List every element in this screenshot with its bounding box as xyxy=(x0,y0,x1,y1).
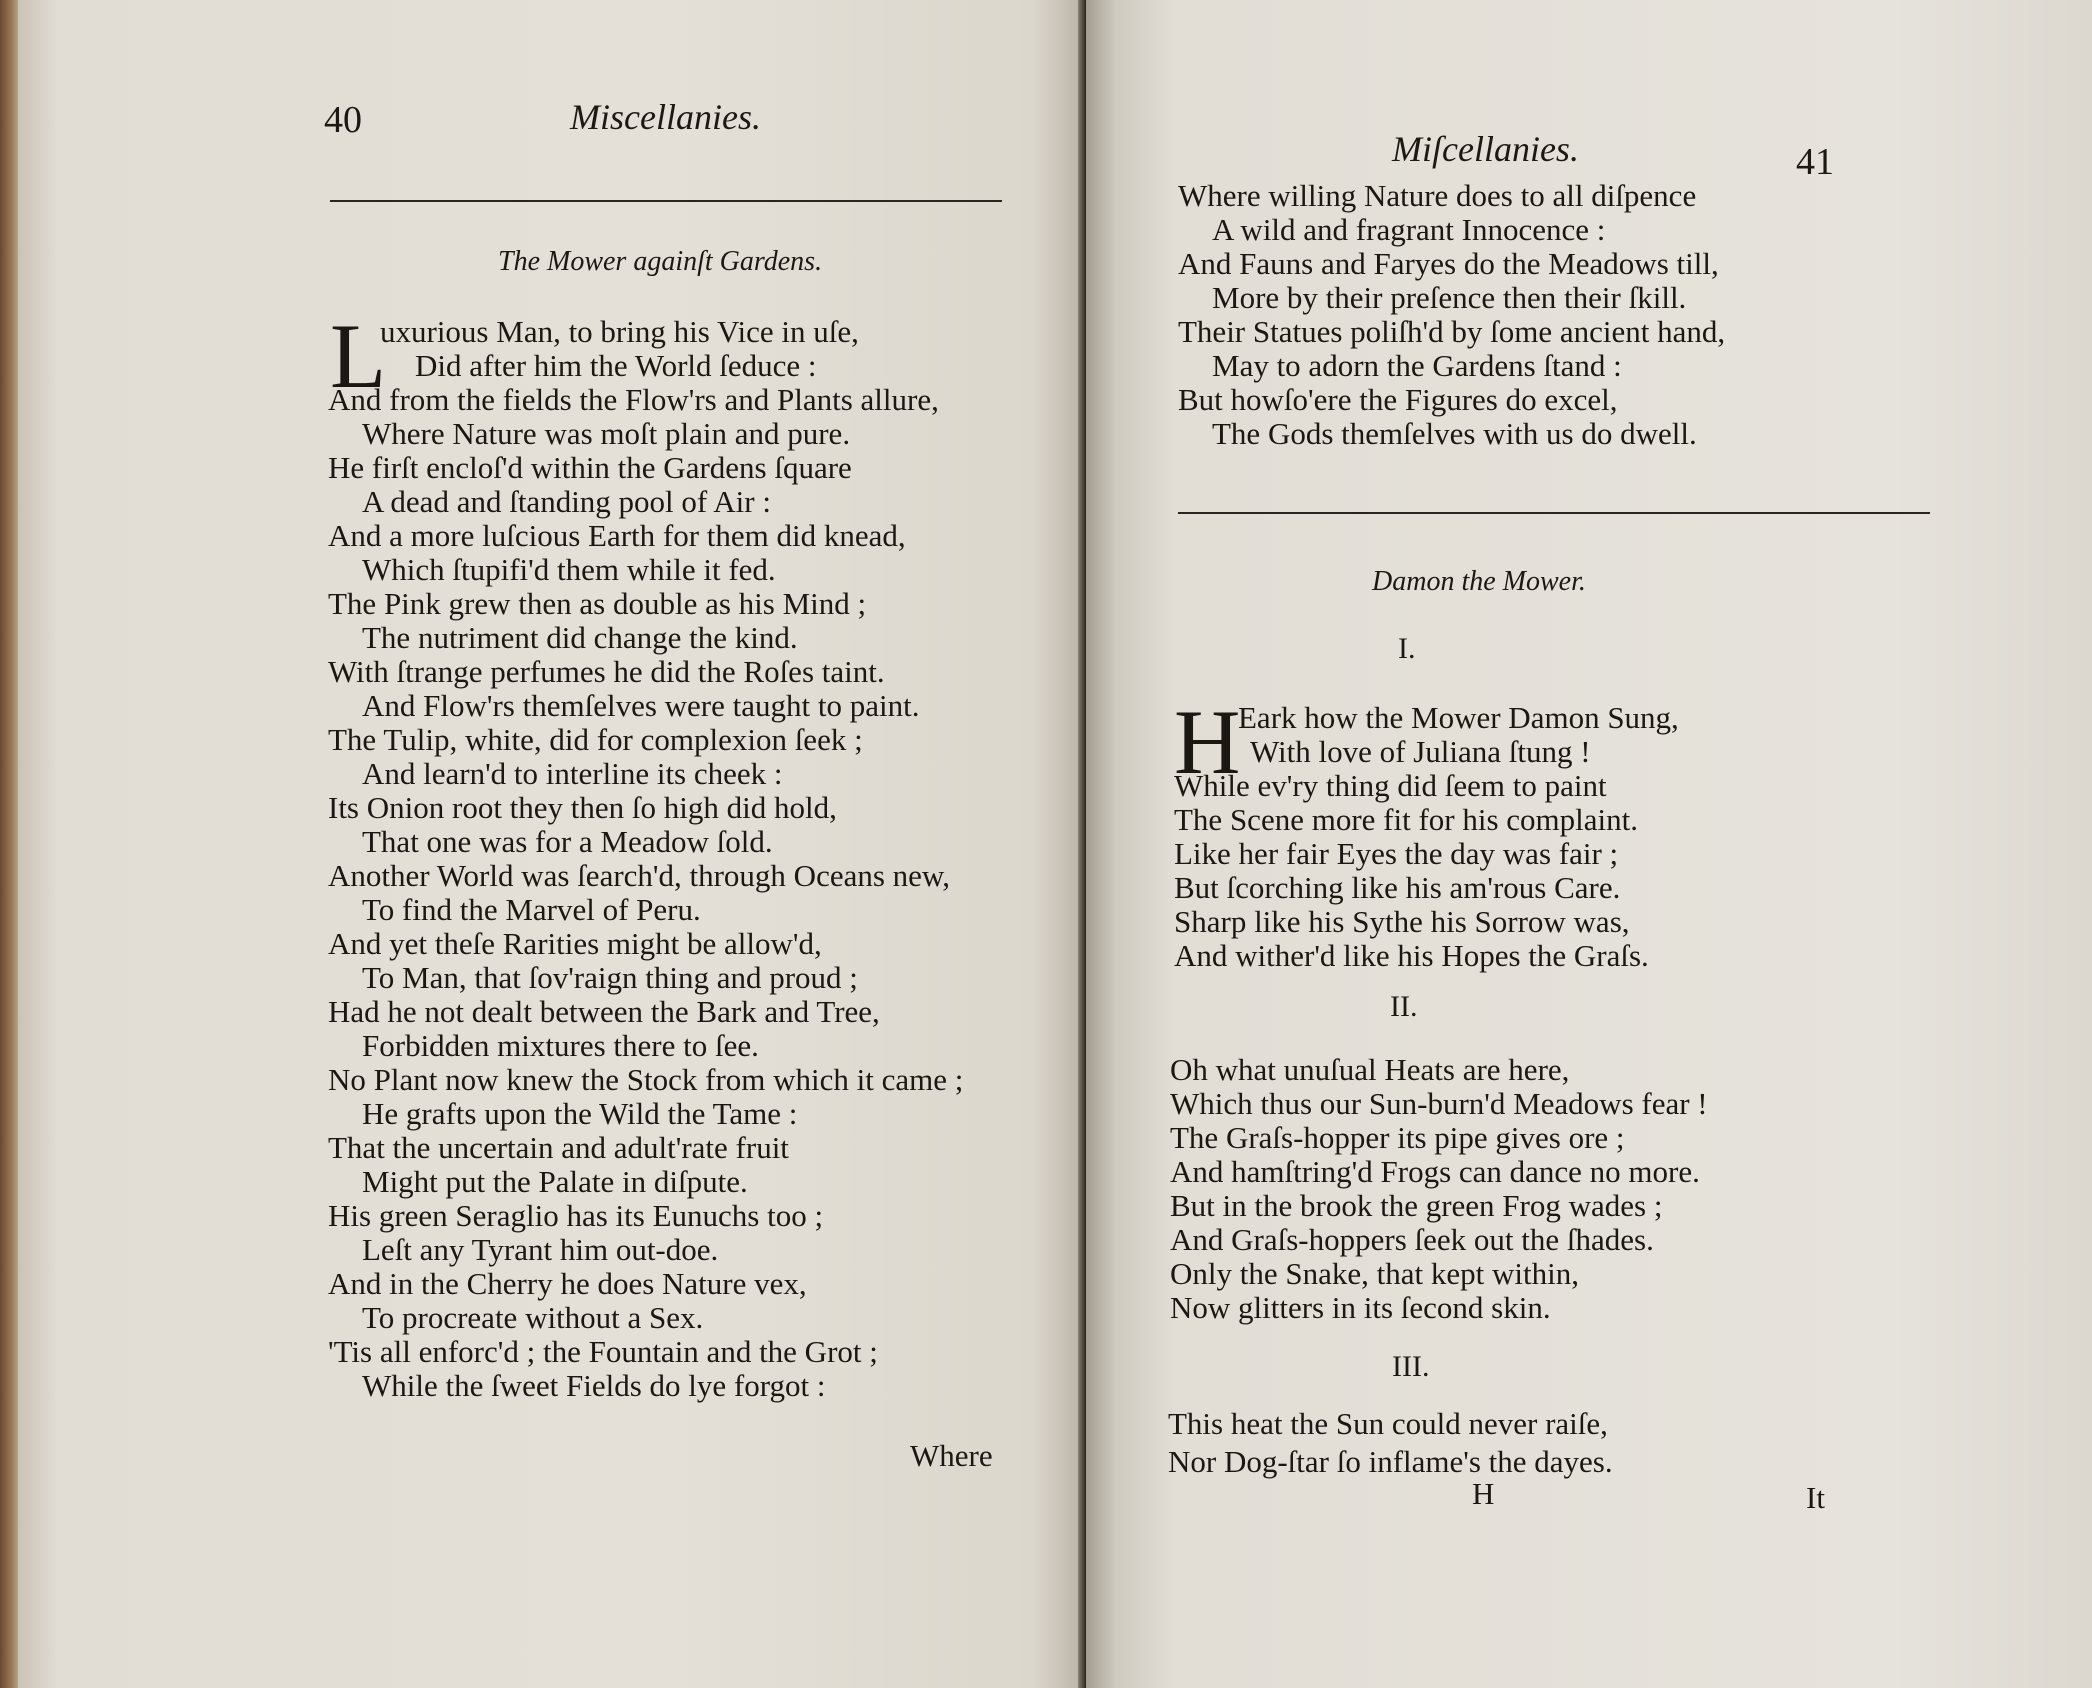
verse-line: Oh what unuſual Heats are here, xyxy=(1170,1052,1570,1087)
verse-line: That the uncertain and adult'rate fruit xyxy=(328,1130,789,1165)
verse-line: Nor Dog-ſtar ſo inflame's the dayes. xyxy=(1168,1444,1613,1479)
verse-line: The Tulip, white, did for complexion ſeek ; xyxy=(328,722,863,757)
verse-line: But howſo'ere the Figures do excel, xyxy=(1178,382,1618,417)
page-number-left: 40 xyxy=(324,99,362,141)
verse-line: A dead and ſtanding pool of Air : xyxy=(362,484,771,519)
catchword-left: Where xyxy=(910,1438,993,1473)
verse-line: Did after him the World ſeduce : xyxy=(415,348,817,383)
verse-line: And from the fields the Flow'rs and Plants allure, xyxy=(328,382,939,417)
verse-line: And a more luſcious Earth for them did knead, xyxy=(328,518,906,553)
verse-line: His green Seraglio has its Eunuchs too ; xyxy=(328,1198,824,1233)
verse-line: And learn'd to interline its cheek : xyxy=(362,756,783,791)
verse-line: Only the Snake, that kept within, xyxy=(1170,1256,1579,1291)
verse-line: Where Nature was moſt plain and pure. xyxy=(362,416,851,451)
verse-line: The Gods themſelves with us do dwell. xyxy=(1212,416,1697,451)
stanza-numeral-2: II. xyxy=(1390,990,1418,1023)
verse-line: Leſt any Tyrant him out-doe. xyxy=(362,1232,719,1267)
verse-line: To Man, that ſov'raign thing and proud ; xyxy=(362,960,858,995)
catchword-right: It xyxy=(1806,1480,1825,1515)
verse-line: The Scene more fit for his complaint. xyxy=(1174,802,1639,837)
verse-line: A wild and fragrant Innocence : xyxy=(1212,212,1606,247)
verse-line: With love of Juliana ſtung ! xyxy=(1250,734,1591,769)
signature-mark: H xyxy=(1472,1476,1495,1511)
verse-line: And Fauns and Faryes do the Meadows till, xyxy=(1178,246,1719,281)
poem-title-right: Damon the Mower. xyxy=(1372,566,1586,597)
verse-line: But ſcorching like his am'rous Care. xyxy=(1174,870,1621,905)
stanza-numeral-1: I. xyxy=(1398,632,1416,665)
stanza-numeral-3: III. xyxy=(1392,1350,1430,1383)
verse-line: Like her fair Eyes the day was fair ; xyxy=(1174,836,1619,871)
verse-line: The Pink grew then as double as his Mind ; xyxy=(328,586,867,621)
verse-line: The nutriment did change the kind. xyxy=(362,620,798,655)
verse-line: And Flow'rs themſelves were taught to paint. xyxy=(362,688,920,723)
verse-line: The Graſs-hopper its pipe gives ore ; xyxy=(1170,1120,1625,1155)
verse-line: More by their preſence then their ſkill. xyxy=(1212,280,1687,315)
running-head-right: Miſcellanies. xyxy=(1392,129,1579,169)
verse-line: But in the brook the green Frog wades ; xyxy=(1170,1188,1663,1223)
verse-line: Had he not dealt between the Bark and Tree, xyxy=(328,994,880,1029)
verse-line: Which ſtupifi'd them while it fed. xyxy=(362,552,776,587)
drop-cap-left: L xyxy=(330,305,387,407)
verse-line: Which thus our Sun-burn'd Meadows fear ! xyxy=(1170,1086,1708,1121)
verse-line: No Plant now knew the Stock from which it came ; xyxy=(328,1062,964,1097)
header-rule-left xyxy=(330,200,1002,202)
verse-line: Eark how the Mower Damon Sung, xyxy=(1238,700,1679,735)
verse-line: And yet theſe Rarities might be allow'd, xyxy=(328,926,822,961)
verse-line: With ſtrange perfumes he did the Roſes taint. xyxy=(328,654,885,689)
verse-line: This heat the Sun could never raiſe, xyxy=(1168,1406,1608,1441)
verse-line: He firſt encloſ'd within the Gardens ſquare xyxy=(328,450,852,485)
verse-line: Their Statues poliſh'd by ſome ancient hand, xyxy=(1178,314,1726,349)
verse-line: While ev'ry thing did ſeem to paint xyxy=(1174,768,1607,803)
verse-line: Now glitters in its ſecond skin. xyxy=(1170,1290,1551,1325)
verse-line: uxurious Man, to bring his Vice in uſe, xyxy=(380,314,859,349)
verse-line: 'Tis all enforc'd ; the Fountain and the Grot ; xyxy=(328,1334,878,1369)
verse-line: To find the Marvel of Peru. xyxy=(362,892,701,927)
verse-line: Forbidden mixtures there to ſee. xyxy=(362,1028,759,1063)
section-rule-right xyxy=(1178,512,1930,514)
verse-line: And hamſtring'd Frogs can dance no more. xyxy=(1170,1154,1700,1189)
verse-line: To procreate without a Sex. xyxy=(362,1300,704,1335)
drop-cap-right: H xyxy=(1174,691,1241,793)
book-edge xyxy=(0,0,20,1688)
verse-line: And wither'd like his Hopes the Graſs. xyxy=(1174,938,1649,973)
poem-title-left: The Mower againſt Gardens. xyxy=(498,246,823,277)
verse-line: Another World was ſearch'd, through Oceans new, xyxy=(328,858,951,893)
verse-line: Sharp like his Sythe his Sorrow was, xyxy=(1174,904,1630,939)
verse-line: And Graſs-hoppers ſeek out the ſhades. xyxy=(1170,1222,1654,1257)
page-number-right: 41 xyxy=(1796,141,1834,183)
verse-line: Might put the Palate in diſpute. xyxy=(362,1164,748,1199)
verse-line: That one was for a Meadow ſold. xyxy=(362,824,773,859)
running-head-left: Miscellanies. xyxy=(570,97,761,137)
right-page xyxy=(1086,0,2092,1688)
verse-line: Where willing Nature does to all diſpence xyxy=(1178,178,1697,213)
verse-line: And in the Cherry he does Nature vex, xyxy=(328,1266,807,1301)
verse-line: May to adorn the Gardens ſtand : xyxy=(1212,348,1622,383)
verse-line: Its Onion root they then ſo high did hold, xyxy=(328,790,837,825)
verse-line: While the ſweet Fields do lye forgot : xyxy=(362,1368,826,1403)
verse-line: He grafts upon the Wild the Tame : xyxy=(362,1096,798,1131)
left-page xyxy=(18,0,1086,1688)
